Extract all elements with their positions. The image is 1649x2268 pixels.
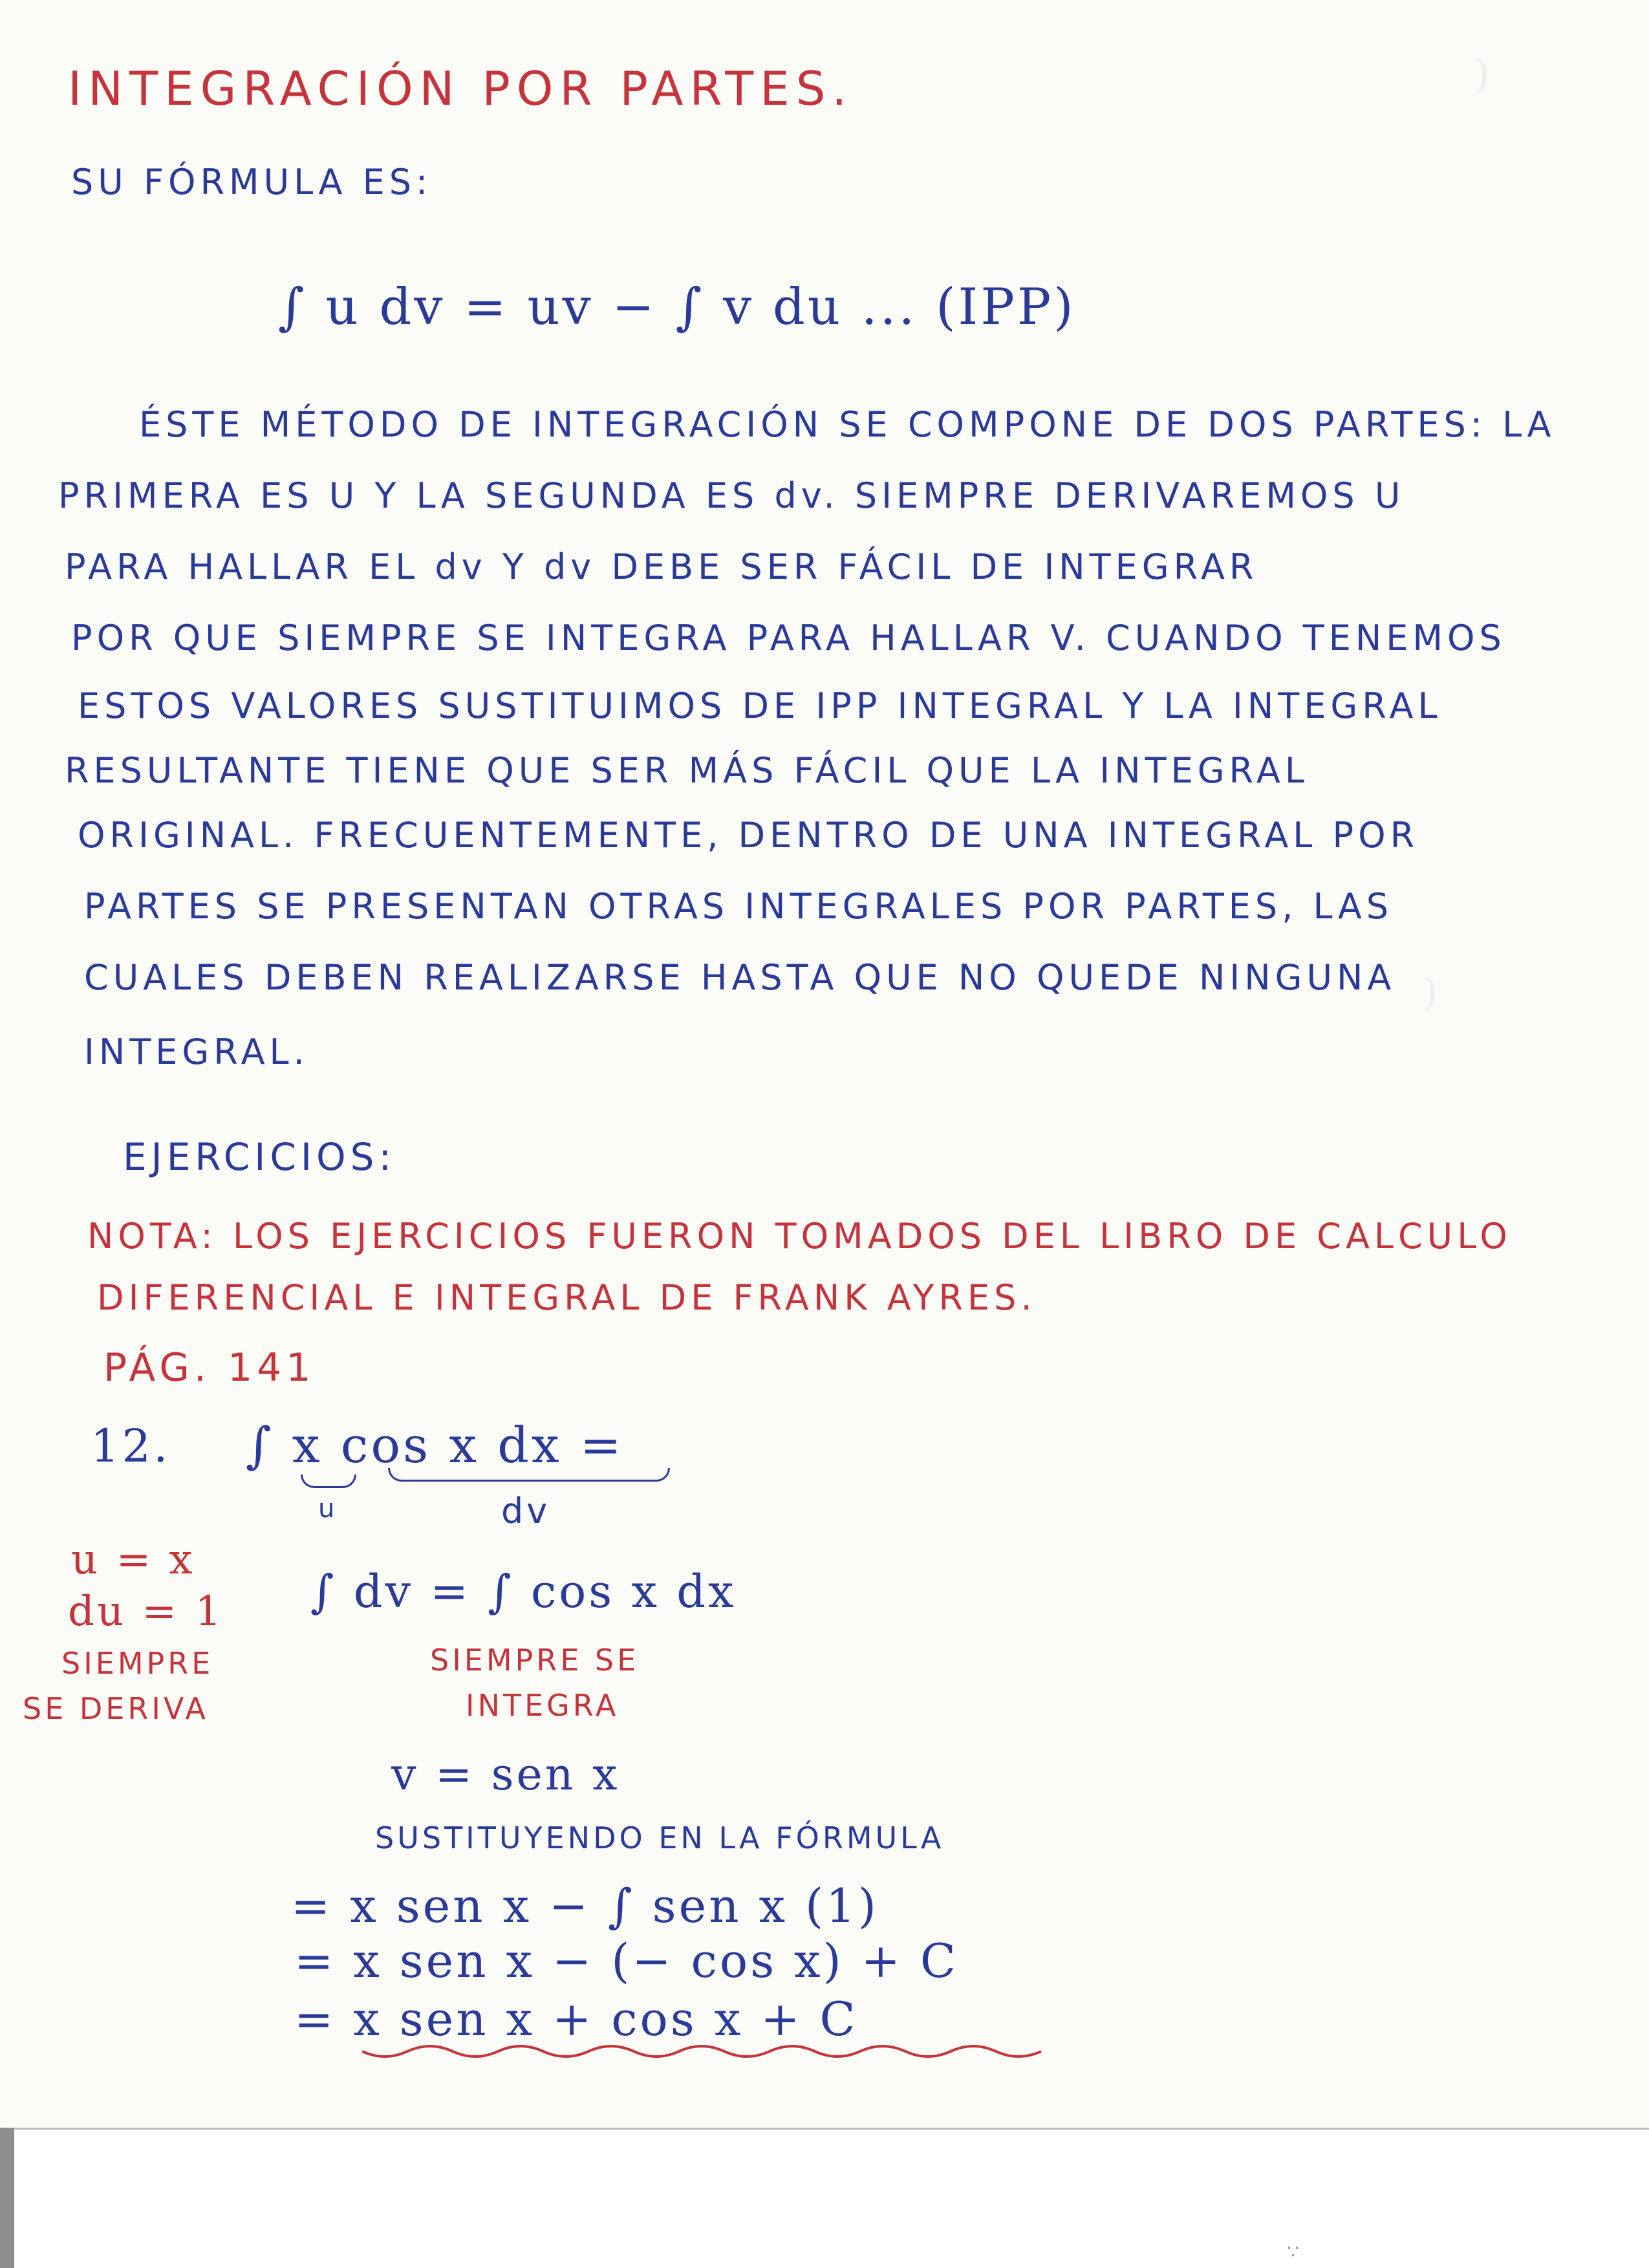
dv-brace xyxy=(388,1468,670,1482)
paragraph-line: ÉSTE MÉTODO DE INTEGRACIÓN SE COMPONE DE DOS PARTES: LA xyxy=(139,404,1556,445)
final-answer: = x sen x + cos x + C xyxy=(294,1992,858,2046)
integrate-note-line1: SIEMPRE SE xyxy=(430,1643,640,1678)
paragraph-line: CUALES DEBEN REALIZARSE HASTA QUE NO QUEDE NINGUNA xyxy=(84,957,1396,998)
dv-brace-label: dv xyxy=(501,1491,551,1531)
solution-step: = x sen x − (− cos x) + C xyxy=(294,1934,958,1988)
paragraph-line: INTEGRAL. xyxy=(84,1031,309,1072)
paragraph-line: PRIMERA ES U Y LA SEGUNDA ES dv. SIEMPRE DERIVAREMOS U xyxy=(58,475,1405,516)
page-title: INTEGRACIÓN POR PARTES. xyxy=(68,61,854,116)
derive-note-line2: SE DERIVA xyxy=(23,1691,209,1726)
v-result: v = sen x xyxy=(391,1749,620,1800)
page-reference: PÁG. 141 xyxy=(103,1345,316,1390)
exercise-integral: ∫ x cos x dx = xyxy=(246,1416,624,1474)
note-line: DIFERENCIAL E INTEGRAL DE FRANK AYRES. xyxy=(97,1277,1037,1318)
bleed-through-mark: ) xyxy=(1423,970,1438,1015)
paragraph-line: PARA HALLAR EL dv Y dv DEBE SER FÁCIL DE INTEGRAR xyxy=(65,546,1258,587)
ipp-formula: ∫ u dv = uv − ∫ v du ... (IPP) xyxy=(278,278,1076,336)
derive-note-line1: SIEMPRE xyxy=(61,1646,214,1681)
formula-intro: SU FÓRMULA ES: xyxy=(71,162,433,202)
paragraph-line: POR QUE SIEMPRE SE INTEGRA PARA HALLAR V. CUANDO TENEMOS xyxy=(71,618,1506,658)
du-assignment: du = 1 xyxy=(68,1588,224,1636)
paragraph-line: RESULTANTE TIENE QUE SER MÁS FÁCIL QUE LA INTEGRAL xyxy=(65,750,1309,791)
u-assignment: u = x xyxy=(71,1536,195,1584)
dv-integral: ∫ dv = ∫ cos x dx xyxy=(310,1565,737,1618)
substituting-label: SUSTITUYENDO EN LA FÓRMULA xyxy=(375,1820,945,1855)
solution-step: = x sen x − ∫ sen x (1) xyxy=(291,1879,879,1933)
bleed-through-mark: ) xyxy=(1474,52,1490,97)
paragraph-line: PARTES SE PRESENTAN OTRAS INTEGRALES POR PARTES, LAS xyxy=(84,886,1394,927)
scan-edge xyxy=(0,2128,14,2268)
answer-underline xyxy=(362,2044,1054,2063)
scan-margin xyxy=(0,2130,1649,2268)
exercise-number: 12. xyxy=(91,1420,171,1473)
note-line: NOTA: LOS EJERCICIOS FUERON TOMADOS DEL LIBRO DE CALCULO xyxy=(87,1216,1512,1257)
u-brace xyxy=(301,1474,356,1488)
scan-smudge: ∵ xyxy=(1287,2241,1300,2263)
paragraph-line: ORIGINAL. FRECUENTEMENTE, DENTRO DE UNA INTEGRAL POR xyxy=(78,815,1419,856)
integrate-note-line2: INTEGRA xyxy=(466,1688,620,1723)
u-brace-label: u xyxy=(318,1494,338,1524)
exercises-heading: EJERCICIOS: xyxy=(123,1135,396,1179)
paragraph-line: ESTOS VALORES SUSTITUIMOS DE IPP INTEGRAL Y LA INTEGRAL xyxy=(78,686,1442,726)
